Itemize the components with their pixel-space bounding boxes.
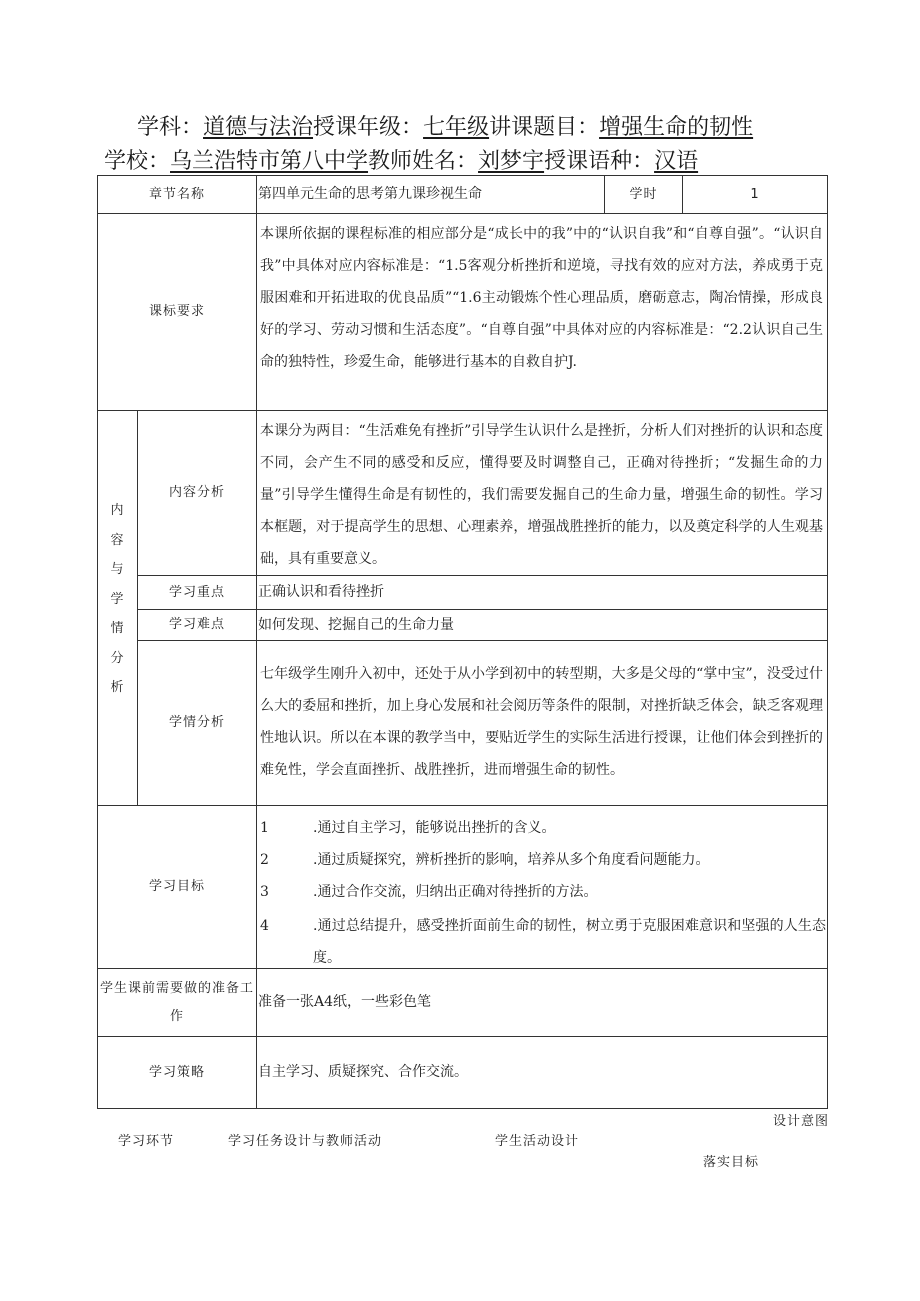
student-activity-label: 学生活动设计	[495, 1134, 580, 1149]
stage-label: 学习环节	[118, 1134, 175, 1149]
topic-value: 增强生命的韧性	[599, 115, 754, 140]
standard-label: 课标要求	[148, 304, 205, 319]
task-design-label: 学习任务设计与教师活动	[228, 1134, 383, 1149]
school-value: 乌兰浩特市第八中学	[170, 149, 369, 174]
chapter-value: 第四单元生命的思考第九课珍视生命	[258, 186, 482, 202]
difficulty-label: 学习难点	[168, 617, 225, 632]
teacher-value: 刘梦宇	[478, 149, 545, 174]
goal-number: 3	[260, 884, 269, 900]
hours-value: 1	[750, 186, 760, 202]
language-value: 汉语	[654, 149, 699, 174]
student-analysis-text: 七年级学生刚升入初中，还处于从小学到初中的转型期，大多是父母的“掌中宝”，没受过什么大的委屈和挫折，加上身心发展和社会阅历等条件的限制，对挫折缺乏体会，缺乏客观理性地认识。所以在本课的教学当中，要贴近学生的实际生活进行授课，让他们体会到挫折的难免性，学会直面挫折、战胜挫折，进而增强生命的韧性。	[260, 666, 823, 778]
analysis-group-char: 分	[110, 650, 124, 666]
key-point-text: 正确认识和看待挫折	[258, 584, 384, 600]
analysis-group-char: 情	[110, 621, 124, 636]
goal-text: .通过质疑探究，辨析挫折的影响，培养从多个角度看问题能力。	[313, 852, 710, 868]
analysis-group-char: 析	[110, 680, 124, 695]
goal-number: 2	[260, 852, 269, 868]
key-point-label: 学习重点	[168, 584, 225, 600]
header-line-1	[137, 110, 753, 141]
content-analysis-label: 内容分析	[168, 485, 225, 500]
difficulty-text: 如何发现、挖掘自己的生命力量	[258, 617, 454, 633]
strategy-label: 学习策略	[148, 1064, 205, 1080]
analysis-group-char: 内	[110, 503, 124, 518]
prep-text: 准备一张A4纸，一些彩色笔	[258, 994, 432, 1010]
design-intent-label: 设计意图	[773, 1114, 830, 1129]
header-line-2	[104, 144, 698, 175]
subject-value: 道德与法治	[203, 115, 314, 140]
analysis-group-label	[98, 496, 136, 703]
goals-label: 学习目标	[148, 879, 205, 894]
subject-label: 学科：	[137, 115, 204, 140]
grade-value: 七年级	[423, 115, 490, 140]
analysis-group-char: 与	[110, 562, 124, 577]
analysis-group-char: 学	[110, 591, 124, 607]
hours-label: 学时	[629, 186, 658, 202]
student-analysis-label: 学情分析	[168, 715, 225, 730]
goal-text: .通过自主学习，能够说出挫折的含义。	[313, 820, 556, 836]
content-analysis-text: 本课分为两目：“生活难免有挫折”引导学生认识什么是挫折，分析人们对挫折的认识和态度不同，会产生不同的感受和反应，懂得要及时调整自己，正确对待挫折；“发掘生命的力量”引导学生懂得生命是有韧性的，我们需要发掘自己的生命力量，增强生命的韧性。学习本框题，对于提高学生的思想、心理素养，增强战胜挫折的能力，以及奠定科学的人生观基础，具有重要意义。	[260, 423, 823, 567]
prep-label: 学生课前需要做的准备工作	[100, 980, 255, 1024]
topic-label: 讲课题目：	[489, 115, 600, 140]
goal-text: .通过合作交流，归纳出正确对待挫折的方法。	[313, 884, 598, 900]
goal-text	[313, 910, 826, 974]
table-border-right	[827, 175, 828, 1109]
chapter-label: 章节名称	[148, 186, 205, 202]
teacher-label: 教师姓名：	[368, 149, 479, 174]
target-label: 落实目标	[703, 1155, 760, 1170]
grade-label: 授课年级：	[313, 115, 424, 140]
table-border-bottom	[97, 1108, 828, 1109]
school-label: 学校：	[104, 149, 171, 174]
goal-number: 1	[260, 820, 269, 836]
analysis-group-char: 容	[110, 532, 124, 548]
strategy-text: 自主学习、质疑探究、合作交流。	[258, 1064, 468, 1080]
language-label: 授课语种：	[544, 149, 655, 174]
goal-text-inner: .通过总结提升，感受挫折面前生命的韧性，树立勇于克服困难意识和坚强的人生态度。	[313, 918, 826, 966]
goal-number: 4	[260, 918, 269, 934]
standard-text: 本课所依据的课程标准的相应部分是“成长中的我”中的“认识自我”和“自尊自强”。“认识自我”中具体对应内容标准是：“1.5客观分析挫折和逆境，寻找有效的应对方法，养成勇于克服困难和开拓进取的优良品质”“1.6主动锻炼个性心理品质，磨砺意志，陶冶情操，形成良好的学习、劳动习惯和生活态度”。“自尊自强”中具体对应的内容标准是：“2.2认识自己生命的独特性，珍爱生命，能够进行基本的自救自护J.	[260, 226, 823, 370]
